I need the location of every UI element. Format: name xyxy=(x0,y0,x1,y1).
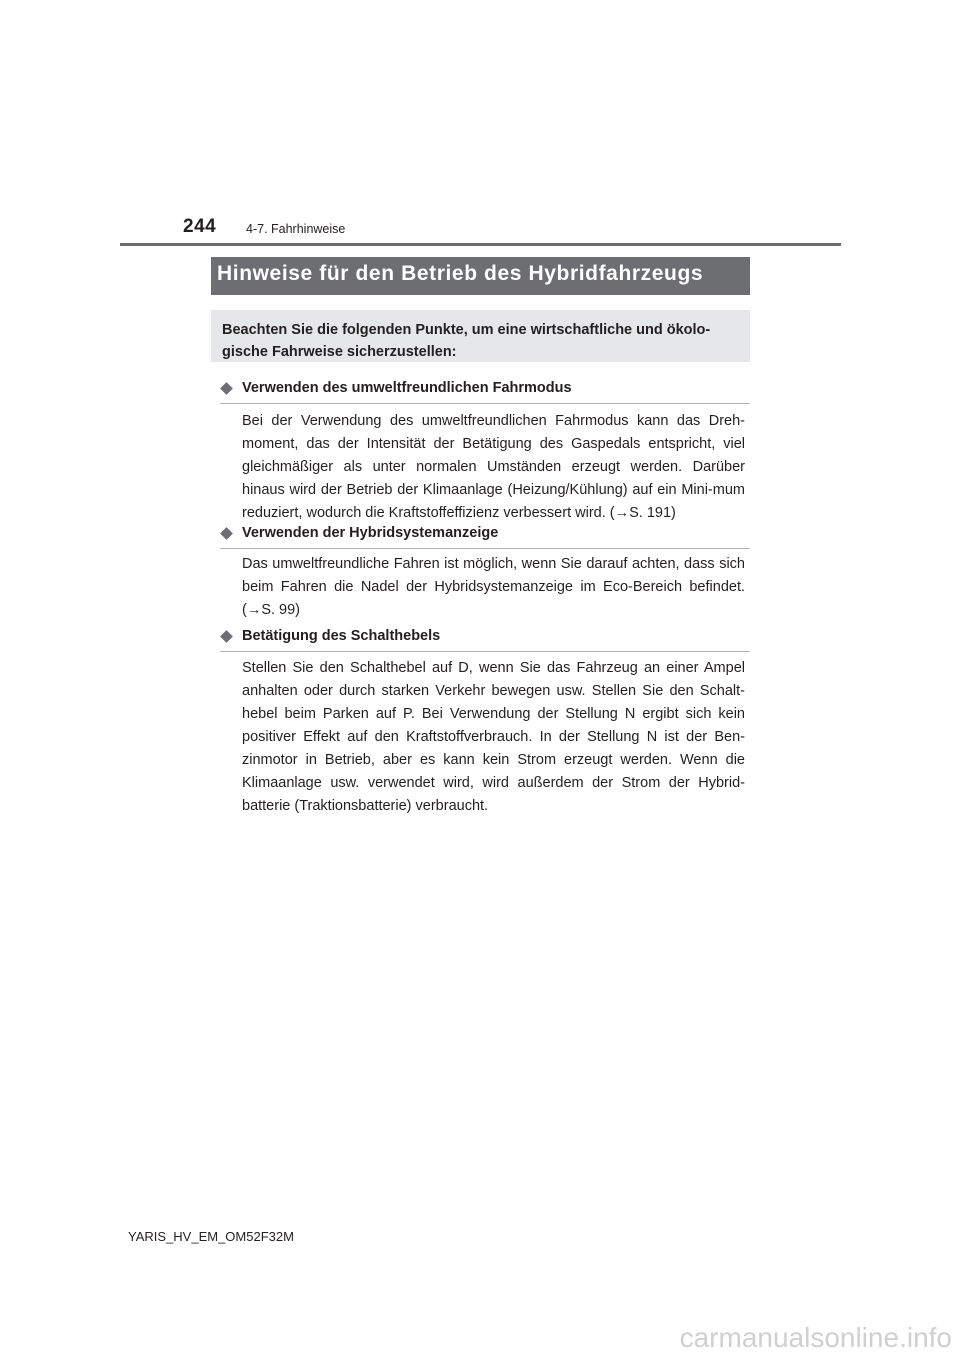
section-body-shift-lever: Stellen Sie den Schalthebel auf D, wenn Sie das Fahrzeug an einer Ampel anhalten oder durch starken Verkehr bewegen usw. Stellen Sie den Schalt-hebel beim Parken auf P. Bei Verwendung der Stellung N ergibt sich kein positiver Effekt auf den Kraftstoffverbrauch. In der Stellung N ist der Ben-zinmotor in Betrieb, aber es kann kein Strom erzeugt werden. Wenn die Klimaanlage usw. verwendet wird, wird außerdem der Strom der Hybrid-batterie (Traktionsbatterie) verbraucht. xyxy=(242,660,745,814)
footer-document-code: YARIS_HV_EM_OM52F32M xyxy=(128,1229,294,1244)
section-heading-label: Betätigung des Schalthebels xyxy=(242,628,441,644)
page-title: Hinweise für den Betrieb des Hybridfahrzeugs xyxy=(217,262,704,285)
section-heading-eco-mode xyxy=(220,379,750,404)
section-heading-label: Verwenden des umweltfreundlichen Fahrmodus xyxy=(242,380,572,396)
section-label: 4-7. Fahrhinweise xyxy=(246,222,346,236)
title-bar xyxy=(211,257,750,295)
page-number: 244 xyxy=(183,216,217,237)
diamond-bullet-icon xyxy=(220,382,233,395)
section-body-eco-mode: Bei der Verwendung des umweltfreundlichen Fahrmodus kann das Dreh-moment, das der Intensität der Betätigung des Gaspedals entspricht, viel gleichmäßiger als unter normalen Umständen erzeugt werden. Darüber hinaus wird der Betrieb der Klimaanlage (Heizung/Kühlung) auf ein Mini-mum reduziert, wodurch die Kraftstoffeffizienz verbessert wird. (→S. 191) xyxy=(242,413,745,521)
header-divider xyxy=(120,243,841,246)
section-heading-hybrid-indicator xyxy=(220,524,750,549)
diamond-bullet-icon xyxy=(220,527,233,540)
diamond-bullet-icon xyxy=(220,630,233,643)
intro-box xyxy=(211,310,750,362)
section-heading-label: Verwenden der Hybridsystemanzeige xyxy=(242,525,499,541)
section-body-hybrid-indicator: Das umweltfreundliche Fahren ist möglich, wenn Sie darauf achten, dass sich beim Fahren die Nadel der Hybridsystemanzeige im Eco-Bereich befindet. (→S. 99) xyxy=(242,556,745,618)
intro-text: Beachten Sie die folgenden Punkte, um eine wirtschaftliche und ökolo-gische Fahrweise sicherzustellen: xyxy=(222,322,711,360)
watermark: carmanualsonline.info xyxy=(679,1322,952,1353)
section-heading-shift-lever xyxy=(220,627,750,652)
